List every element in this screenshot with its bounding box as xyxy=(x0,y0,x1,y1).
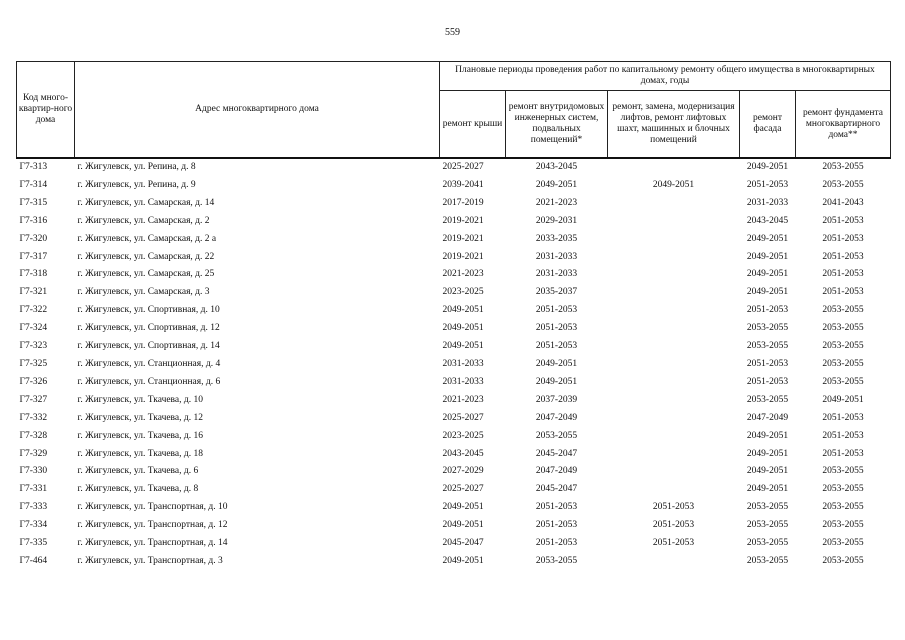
cell-foundation: 2053-2055 xyxy=(822,358,864,369)
cell-lifts: 2051-2053 xyxy=(652,538,695,549)
cell-code: Г7-333 xyxy=(19,502,48,513)
table-row xyxy=(17,302,891,320)
cell-facade: 2049-2051 xyxy=(746,484,789,495)
cell-address: г. Жигулевск, ул. Спортивная, д. 10 xyxy=(77,305,220,316)
cell-address: г. Жигулевск, ул. Репина, д. 9 xyxy=(77,179,196,190)
cell-code: Г7-331 xyxy=(19,484,48,495)
cell-roof: 2023-2025 xyxy=(442,287,484,298)
cell-systems: 2047-2049 xyxy=(535,466,578,477)
cell-code: Г7-326 xyxy=(19,376,48,387)
cell-facade: 2053-2055 xyxy=(746,520,789,531)
cell-lifts xyxy=(608,231,740,249)
table-row xyxy=(17,338,891,356)
page-number: 559 xyxy=(445,27,460,38)
cell-address: г. Жигулевск, ул. Спортивная, д. 12 xyxy=(77,323,220,334)
cell-code: Г7-317 xyxy=(19,251,48,262)
cell-foundation: 2053-2055 xyxy=(822,376,864,387)
cell-systems: 2051-2053 xyxy=(535,538,578,549)
cell-roof: 2021-2023 xyxy=(442,269,484,280)
cell-lifts xyxy=(608,302,740,320)
cell-address: г. Жигулевск, ул. Спортивная, д. 14 xyxy=(77,341,220,352)
table-row xyxy=(17,517,891,535)
cell-roof: 2017-2019 xyxy=(442,197,484,208)
cell-foundation: 2049-2051 xyxy=(822,394,864,405)
cell-code: Г7-327 xyxy=(19,394,48,405)
cell-roof: 2019-2021 xyxy=(442,215,484,226)
cell-address: г. Жигулевск, ул. Ткачева, д. 6 xyxy=(77,466,199,477)
cell-systems: 2031-2033 xyxy=(535,251,578,262)
cell-systems: 2021-2023 xyxy=(535,197,578,208)
cell-roof: 2049-2051 xyxy=(442,323,484,334)
table-row xyxy=(17,284,891,302)
cell-facade: 2053-2055 xyxy=(746,538,789,549)
cell-foundation: 2053-2055 xyxy=(822,484,864,495)
header-periods: Плановые периоды проведения работ по капитальному ремонту общего имущества в многоквартирных домах, годы xyxy=(440,62,891,91)
table-row xyxy=(17,320,891,338)
cell-foundation: 2053-2055 xyxy=(822,466,864,477)
cell-foundation: 2053-2055 xyxy=(822,538,864,549)
cell-systems: 2037-2039 xyxy=(535,394,578,405)
cell-lifts xyxy=(608,374,740,392)
cell-systems: 2051-2053 xyxy=(535,341,578,352)
table-row xyxy=(17,249,891,267)
cell-code: Г7-464 xyxy=(19,555,48,566)
cell-foundation: 2053-2055 xyxy=(822,305,864,316)
cell-lifts: 2051-2053 xyxy=(652,520,695,531)
cell-facade: 2053-2055 xyxy=(746,323,789,334)
cell-address: г. Жигулевск, ул. Станционная, д. 4 xyxy=(77,358,221,369)
cell-facade: 2051-2053 xyxy=(746,376,789,387)
cell-foundation: 2053-2055 xyxy=(822,502,864,513)
cell-foundation: 2051-2053 xyxy=(822,430,864,441)
cell-address: г. Жигулевск, ул. Самарская, д. 2 xyxy=(77,215,210,226)
cell-facade: 2051-2053 xyxy=(746,305,789,316)
cell-lifts xyxy=(608,213,740,231)
table-row xyxy=(17,463,891,481)
cell-systems: 2033-2035 xyxy=(535,233,578,244)
cell-lifts: 2051-2053 xyxy=(652,502,695,513)
cell-code: Г7-329 xyxy=(19,448,48,459)
capital-repair-table xyxy=(16,61,891,571)
cell-code: Г7-313 xyxy=(19,162,48,172)
cell-systems: 2051-2053 xyxy=(535,502,578,513)
cell-foundation: 2053-2055 xyxy=(822,162,864,172)
cell-facade: 2049-2051 xyxy=(746,287,789,298)
cell-lifts xyxy=(608,158,740,177)
cell-roof: 2025-2027 xyxy=(442,484,484,495)
cell-systems: 2053-2055 xyxy=(535,430,578,441)
cell-address: г. Жигулевск, ул. Транспортная, д. 14 xyxy=(77,538,228,549)
cell-address: г. Жигулевск, ул. Самарская, д. 14 xyxy=(77,197,215,208)
cell-address: г. Жигулевск, ул. Самарская, д. 2 а xyxy=(77,233,217,244)
cell-roof: 2025-2027 xyxy=(442,412,484,423)
cell-roof: 2049-2051 xyxy=(442,341,484,352)
cell-address: г. Жигулевск, ул. Транспортная, д. 10 xyxy=(77,502,228,513)
cell-foundation: 2051-2053 xyxy=(822,269,864,280)
cell-lifts xyxy=(608,410,740,428)
table-row xyxy=(17,481,891,499)
cell-foundation: 2053-2055 xyxy=(822,555,864,566)
cell-lifts xyxy=(608,392,740,410)
cell-code: Г7-314 xyxy=(19,179,48,190)
cell-roof: 2019-2021 xyxy=(442,233,484,244)
cell-roof: 2049-2051 xyxy=(442,502,484,513)
cell-code: Г7-315 xyxy=(19,197,48,208)
cell-address: г. Жигулевск, ул. Транспортная, д. 3 xyxy=(77,555,223,566)
cell-address: г. Жигулевск, ул. Самарская, д. 25 xyxy=(77,269,215,280)
cell-code: Г7-325 xyxy=(19,358,48,369)
cell-code: Г7-332 xyxy=(19,412,48,423)
header-systems: ремонт внутридомовых инженерных систем, подвальных помещений* xyxy=(506,91,608,159)
cell-code: Г7-330 xyxy=(19,466,48,477)
cell-systems: 2043-2045 xyxy=(535,162,578,172)
cell-foundation: 2053-2055 xyxy=(822,520,864,531)
cell-facade: 2049-2051 xyxy=(746,162,789,172)
cell-systems: 2049-2051 xyxy=(535,376,578,387)
cell-roof: 2039-2041 xyxy=(442,179,484,190)
cell-facade: 2053-2055 xyxy=(746,394,789,405)
cell-facade: 2053-2055 xyxy=(746,502,789,513)
cell-facade: 2047-2049 xyxy=(746,412,789,423)
cell-facade: 2031-2033 xyxy=(746,197,789,208)
cell-code: Г7-328 xyxy=(19,430,48,441)
cell-roof: 2025-2027 xyxy=(442,162,484,172)
cell-foundation: 2053-2055 xyxy=(822,341,864,352)
cell-code: Г7-324 xyxy=(19,323,48,334)
table-row xyxy=(17,535,891,553)
cell-roof: 2031-2033 xyxy=(442,358,484,369)
cell-address: г. Жигулевск, ул. Ткачева, д. 18 xyxy=(77,448,203,459)
table-row xyxy=(17,499,891,517)
cell-lifts xyxy=(608,249,740,267)
cell-lifts xyxy=(608,428,740,446)
cell-facade: 2053-2055 xyxy=(746,341,789,352)
table-row xyxy=(17,356,891,374)
cell-address: г. Жигулевск, ул. Ткачева, д. 10 xyxy=(77,394,203,405)
cell-address: г. Жигулевск, ул. Транспортная, д. 12 xyxy=(77,520,228,531)
table-row xyxy=(17,231,891,249)
table-row xyxy=(17,158,891,177)
table-row xyxy=(17,410,891,428)
cell-lifts xyxy=(608,284,740,302)
cell-roof: 2023-2025 xyxy=(442,430,484,441)
cell-facade: 2049-2051 xyxy=(746,269,789,280)
table-row xyxy=(17,213,891,231)
table-row xyxy=(17,177,891,195)
cell-systems: 2045-2047 xyxy=(535,484,578,495)
cell-facade: 2049-2051 xyxy=(746,448,789,459)
cell-roof: 2021-2023 xyxy=(442,394,484,405)
cell-address: г. Жигулевск, ул. Станционная, д. 6 xyxy=(77,376,221,387)
table-row xyxy=(17,553,891,571)
header-address: Адрес многоквартирного дома xyxy=(75,62,440,159)
header-code: Код много-квартир-ного дома xyxy=(17,62,75,159)
cell-systems: 2029-2031 xyxy=(535,215,578,226)
cell-facade: 2049-2051 xyxy=(746,466,789,477)
cell-systems: 2051-2053 xyxy=(535,323,578,334)
cell-code: Г7-334 xyxy=(19,520,48,531)
cell-code: Г7-318 xyxy=(19,269,48,280)
cell-code: Г7-316 xyxy=(19,215,48,226)
cell-systems: 2047-2049 xyxy=(535,412,578,423)
cell-foundation: 2051-2053 xyxy=(822,233,864,244)
cell-facade: 2049-2051 xyxy=(746,251,789,262)
table-body xyxy=(17,158,891,571)
cell-lifts xyxy=(608,481,740,499)
cell-foundation: 2053-2055 xyxy=(822,179,864,190)
cell-lifts xyxy=(608,446,740,464)
cell-roof: 2027-2029 xyxy=(442,466,484,477)
cell-address: г. Жигулевск, ул. Ткачева, д. 8 xyxy=(77,484,199,495)
cell-lifts xyxy=(608,266,740,284)
cell-code: Г7-323 xyxy=(19,341,48,352)
cell-roof: 2019-2021 xyxy=(442,251,484,262)
cell-code: Г7-321 xyxy=(19,287,48,298)
cell-roof: 2049-2051 xyxy=(442,520,484,531)
cell-facade: 2049-2051 xyxy=(746,430,789,441)
cell-lifts xyxy=(608,338,740,356)
cell-address: г. Жигулевск, ул. Ткачева, д. 16 xyxy=(77,430,203,441)
cell-systems: 2045-2047 xyxy=(535,448,578,459)
cell-address: г. Жигулевск, ул. Самарская, д. 22 xyxy=(77,251,215,262)
table-row xyxy=(17,446,891,464)
header-lifts: ремонт, замена, модернизация лифтов, ремонт лифтовых шахт, машинных и блочных помещений xyxy=(608,91,740,159)
cell-roof: 2049-2051 xyxy=(442,555,484,566)
cell-facade: 2043-2045 xyxy=(746,215,789,226)
table-row xyxy=(17,266,891,284)
cell-facade: 2051-2053 xyxy=(746,358,789,369)
cell-address: г. Жигулевск, ул. Репина, д. 8 xyxy=(77,162,196,172)
cell-address: г. Жигулевск, ул. Самарская, д. 3 xyxy=(77,287,210,298)
cell-systems: 2035-2037 xyxy=(535,287,578,298)
cell-foundation: 2051-2053 xyxy=(822,448,864,459)
cell-facade: 2053-2055 xyxy=(746,555,789,566)
cell-code: Г7-320 xyxy=(19,233,48,244)
cell-roof: 2031-2033 xyxy=(442,376,484,387)
table-row xyxy=(17,195,891,213)
cell-systems: 2053-2055 xyxy=(535,555,578,566)
table-row xyxy=(17,392,891,410)
cell-roof: 2049-2051 xyxy=(442,305,484,316)
cell-code: Г7-335 xyxy=(19,538,48,549)
header-roof: ремонт крыши xyxy=(440,91,506,159)
cell-foundation: 2051-2053 xyxy=(822,215,864,226)
cell-foundation: 2041-2043 xyxy=(822,197,864,208)
cell-systems: 2051-2053 xyxy=(535,520,578,531)
table-row xyxy=(17,374,891,392)
cell-foundation: 2051-2053 xyxy=(822,287,864,298)
cell-lifts xyxy=(608,553,740,571)
cell-foundation: 2051-2053 xyxy=(822,251,864,262)
table-header xyxy=(17,62,891,159)
cell-lifts xyxy=(608,356,740,374)
cell-roof: 2045-2047 xyxy=(442,538,484,549)
table-row xyxy=(17,428,891,446)
cell-systems: 2031-2033 xyxy=(535,269,578,280)
cell-lifts xyxy=(608,195,740,213)
cell-facade: 2049-2051 xyxy=(746,233,789,244)
cell-systems: 2049-2051 xyxy=(535,358,578,369)
cell-systems: 2051-2053 xyxy=(535,305,578,316)
header-facade: ремонт фасада xyxy=(740,91,796,159)
cell-lifts xyxy=(608,320,740,338)
cell-code: Г7-322 xyxy=(19,305,48,316)
cell-roof: 2043-2045 xyxy=(442,448,484,459)
cell-lifts xyxy=(608,463,740,481)
cell-foundation: 2053-2055 xyxy=(822,323,864,334)
cell-address: г. Жигулевск, ул. Ткачева, д. 12 xyxy=(77,412,203,423)
header-foundation: ремонт фундамента многоквартирного дома** xyxy=(796,91,891,159)
cell-lifts: 2049-2051 xyxy=(652,179,695,190)
cell-systems: 2049-2051 xyxy=(535,179,578,190)
cell-foundation: 2051-2053 xyxy=(822,412,864,423)
cell-facade: 2051-2053 xyxy=(746,179,789,190)
